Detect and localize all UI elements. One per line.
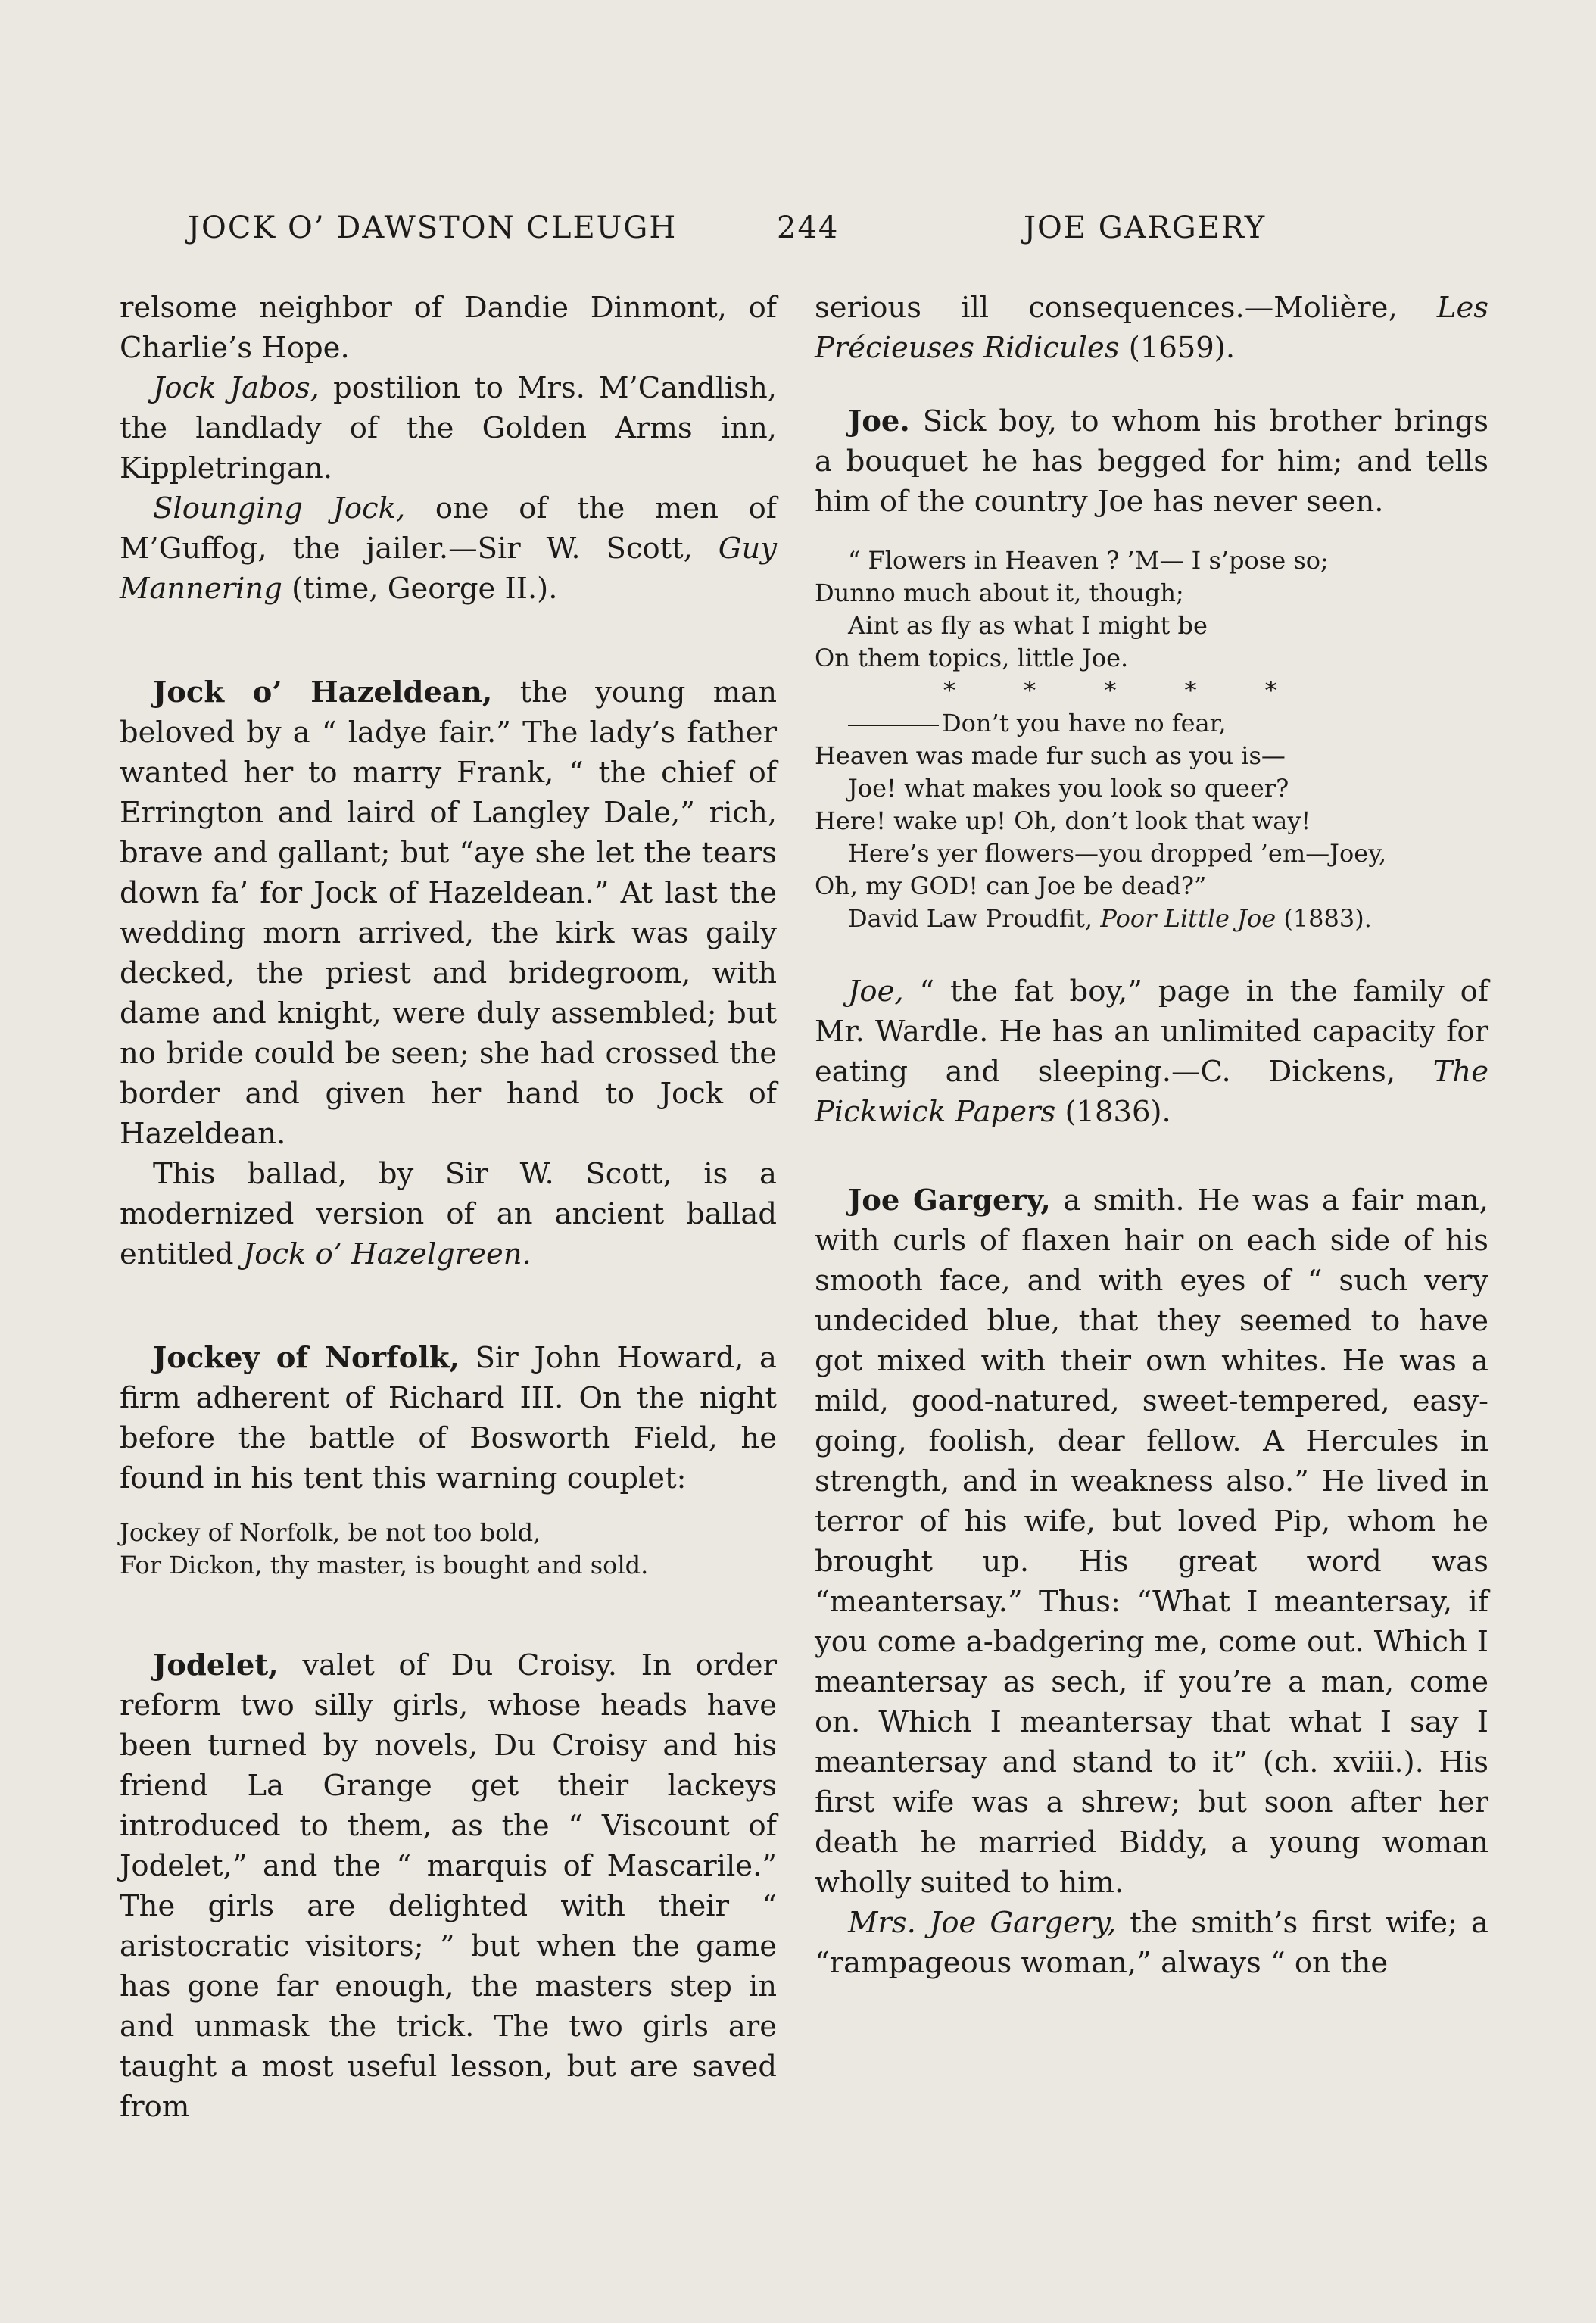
em-dash-rule [848, 725, 939, 726]
entry-text: (time, George II.). [282, 572, 558, 606]
entry-text: a smith. He was a fair man, with curls of flaxen hair on each side of his smooth face, and with eyes of “ such very undecided blue, that they seemed to have got mixed with their own whites. He was a mild, good-natured, sweet-tempered, easy-going, foolish, dear fellow. A Hercules in strength, and in weakness also.” He lived in terror of his wife, but loved Pip, whom he brought up. His great word was “meantersay.” Thus: “What I meantersay, if you come a-badgering me, come out. Which I meantersay as sech, if you’re a man, come on. Which I meantersay that what I say I meantersay and stand to it” (ch. xviii.). His first wife was a shrew; but soon after her death he married Biddy, a young woman wholly suited to him. [815, 1183, 1488, 1900]
paragraph-continued: relsome neighbor of Dandie Dinmont, of Charlie’s Hope. [120, 291, 777, 365]
couplet [120, 1517, 777, 1582]
entry-text: (1659). [1119, 331, 1236, 365]
work-title: Guy Mannering [120, 532, 777, 606]
entry-name: Joe, [848, 974, 904, 1009]
poem-line: Here! wake up! Oh, don’t look that way! [815, 806, 1311, 835]
header-right-title: JOE GARGERY [1024, 210, 1267, 245]
entry-text: one of the men of M’Guffog, the jailer.—Sir W. Scott, [120, 491, 777, 566]
entry-heading: Joe Gargery, [848, 1183, 1051, 1218]
entry-jock-o-hazeldean [120, 672, 777, 1154]
running-header [0, 210, 1596, 256]
attribution-text: David Law Proudfit, [848, 904, 1101, 933]
couplet-line: Jockey of Norfolk, be not too bold, [120, 1518, 541, 1547]
entry-text: postilion to Mrs. M’Candlish, the landlady of the Golden Arms inn, Kippletringan. [120, 371, 778, 485]
entry-text: Sick boy, to whom his brother brings a bouquet he has begged for him; and tells him of the country Joe has never seen. [815, 404, 1488, 519]
entry-text: This ballad, by Sir W. Scott, is a modernized version of an ancient ballad entitled [120, 1157, 777, 1271]
couplet-line: For Dickon, thy master, is bought and sold. [120, 1551, 649, 1579]
poem-line: On them topics, little Joe. [815, 644, 1129, 672]
right-column [815, 288, 1488, 1983]
poem-line: Aint as fly as what I might be [848, 611, 1208, 640]
entry-text: “ the fat boy,” page in the family of Mr. Wardle. He has an unlimited capacity for eating and sleeping.—C. Dickens, [815, 974, 1488, 1089]
poem-line: “ Flowers in Heaven ? ’M— I s’pose so; [848, 546, 1329, 575]
entry-slounging-jock [120, 488, 777, 609]
entry-heading: Jock o’ Hazeldean, [153, 675, 493, 709]
entry-joe-fat-boy [815, 971, 1488, 1132]
poem-line: Joe! what makes you look so queer? [848, 774, 1289, 803]
entry-heading: Joe. [848, 404, 910, 438]
poem-line: Heaven was made fur such as you is— [815, 741, 1286, 770]
left-column [120, 288, 777, 2127]
entry-joe [815, 401, 1488, 522]
entry-ballad-note [120, 1154, 777, 1274]
poem-line: Oh, my GOD! can Joe be dead?” [815, 872, 1207, 900]
poem-line: Dunno much about it, though; [815, 578, 1184, 607]
entry-joe-gargery [815, 1180, 1488, 1903]
attribution-text: (1883). [1276, 904, 1372, 933]
entry-name: Jock Jabos, [153, 371, 320, 405]
header-left-title: JOCK O’ DAWSTON CLEUGH [188, 210, 678, 245]
poem [815, 544, 1488, 935]
entry-name: Slounging Jock, [153, 491, 406, 525]
paragraph-continued [815, 288, 1488, 368]
entry-heading: Jodelet, [153, 1648, 279, 1682]
entry-text: the smith’s first wife; a “rampageous woman,” always “ on the [815, 1906, 1489, 1980]
entry-text: the young man beloved by a “ ladye fair.” The lady’s father wanted her to marry Frank, “ the chief of Errington and laird of Langley Dale,” rich, brave and gallant; but “aye she let the tears down fa’ for Jock of Hazeldean.” At last the wedding morn arrived, the kirk was gaily decked, the priest and bridegroom, with dame and knight, were duly assembled; but no bride could be seen; she had crossed the border and given her hand to Jock of Hazeldean. [120, 675, 778, 1151]
work-title: Jock o’ Hazelgreen. [242, 1237, 531, 1271]
work-title: The Pickwick Papers [815, 1055, 1488, 1129]
poem-line-text: Don’t you have no fear, [942, 709, 1227, 737]
work-title: Les Précieuses Ridicules [815, 291, 1488, 365]
entry-text: serious ill consequences.—Molière, [815, 291, 1437, 325]
poem-line [815, 707, 1488, 740]
poem-attribution [815, 903, 1488, 935]
entry-jock-jabos [120, 368, 777, 488]
poem-line: Here’s yer flowers—you dropped ’em—Joey, [848, 839, 1387, 868]
entry-text: Sir John Howard, a firm adherent of Richard III. On the night before the battle of Bosworth Field, he found in his tent this warning couplet: [120, 1341, 777, 1495]
entry-text: (1836). [1055, 1095, 1171, 1129]
work-title: Poor Little Joe [1100, 904, 1276, 933]
entry-jodelet [120, 1645, 777, 2127]
entry-name: Mrs. Joe Gargery, [848, 1906, 1117, 1940]
entry-heading: Jockey of Norfolk, [153, 1341, 460, 1375]
entry-text: valet of Du Croisy. In order reform two silly girls, whose heads have been turned by novels, Du Croisy and his friend La Grange get their lackeys introduced to them, as the “ Viscount of Jodelet,” and the “ marquis of Mascarile.” The girls are delighted with their “ aristocratic visitors; ” but when the game has gone far enough, the masters step in and unmask the trick. The two girls are taught a most useful lesson, but are saved from [120, 1648, 777, 2124]
page-number: 244 [777, 210, 840, 245]
poem-stars: * * * * * [943, 676, 1308, 705]
entry-jockey-of-norfolk [120, 1338, 777, 1498]
entry-mrs-joe-gargery [815, 1903, 1488, 1983]
